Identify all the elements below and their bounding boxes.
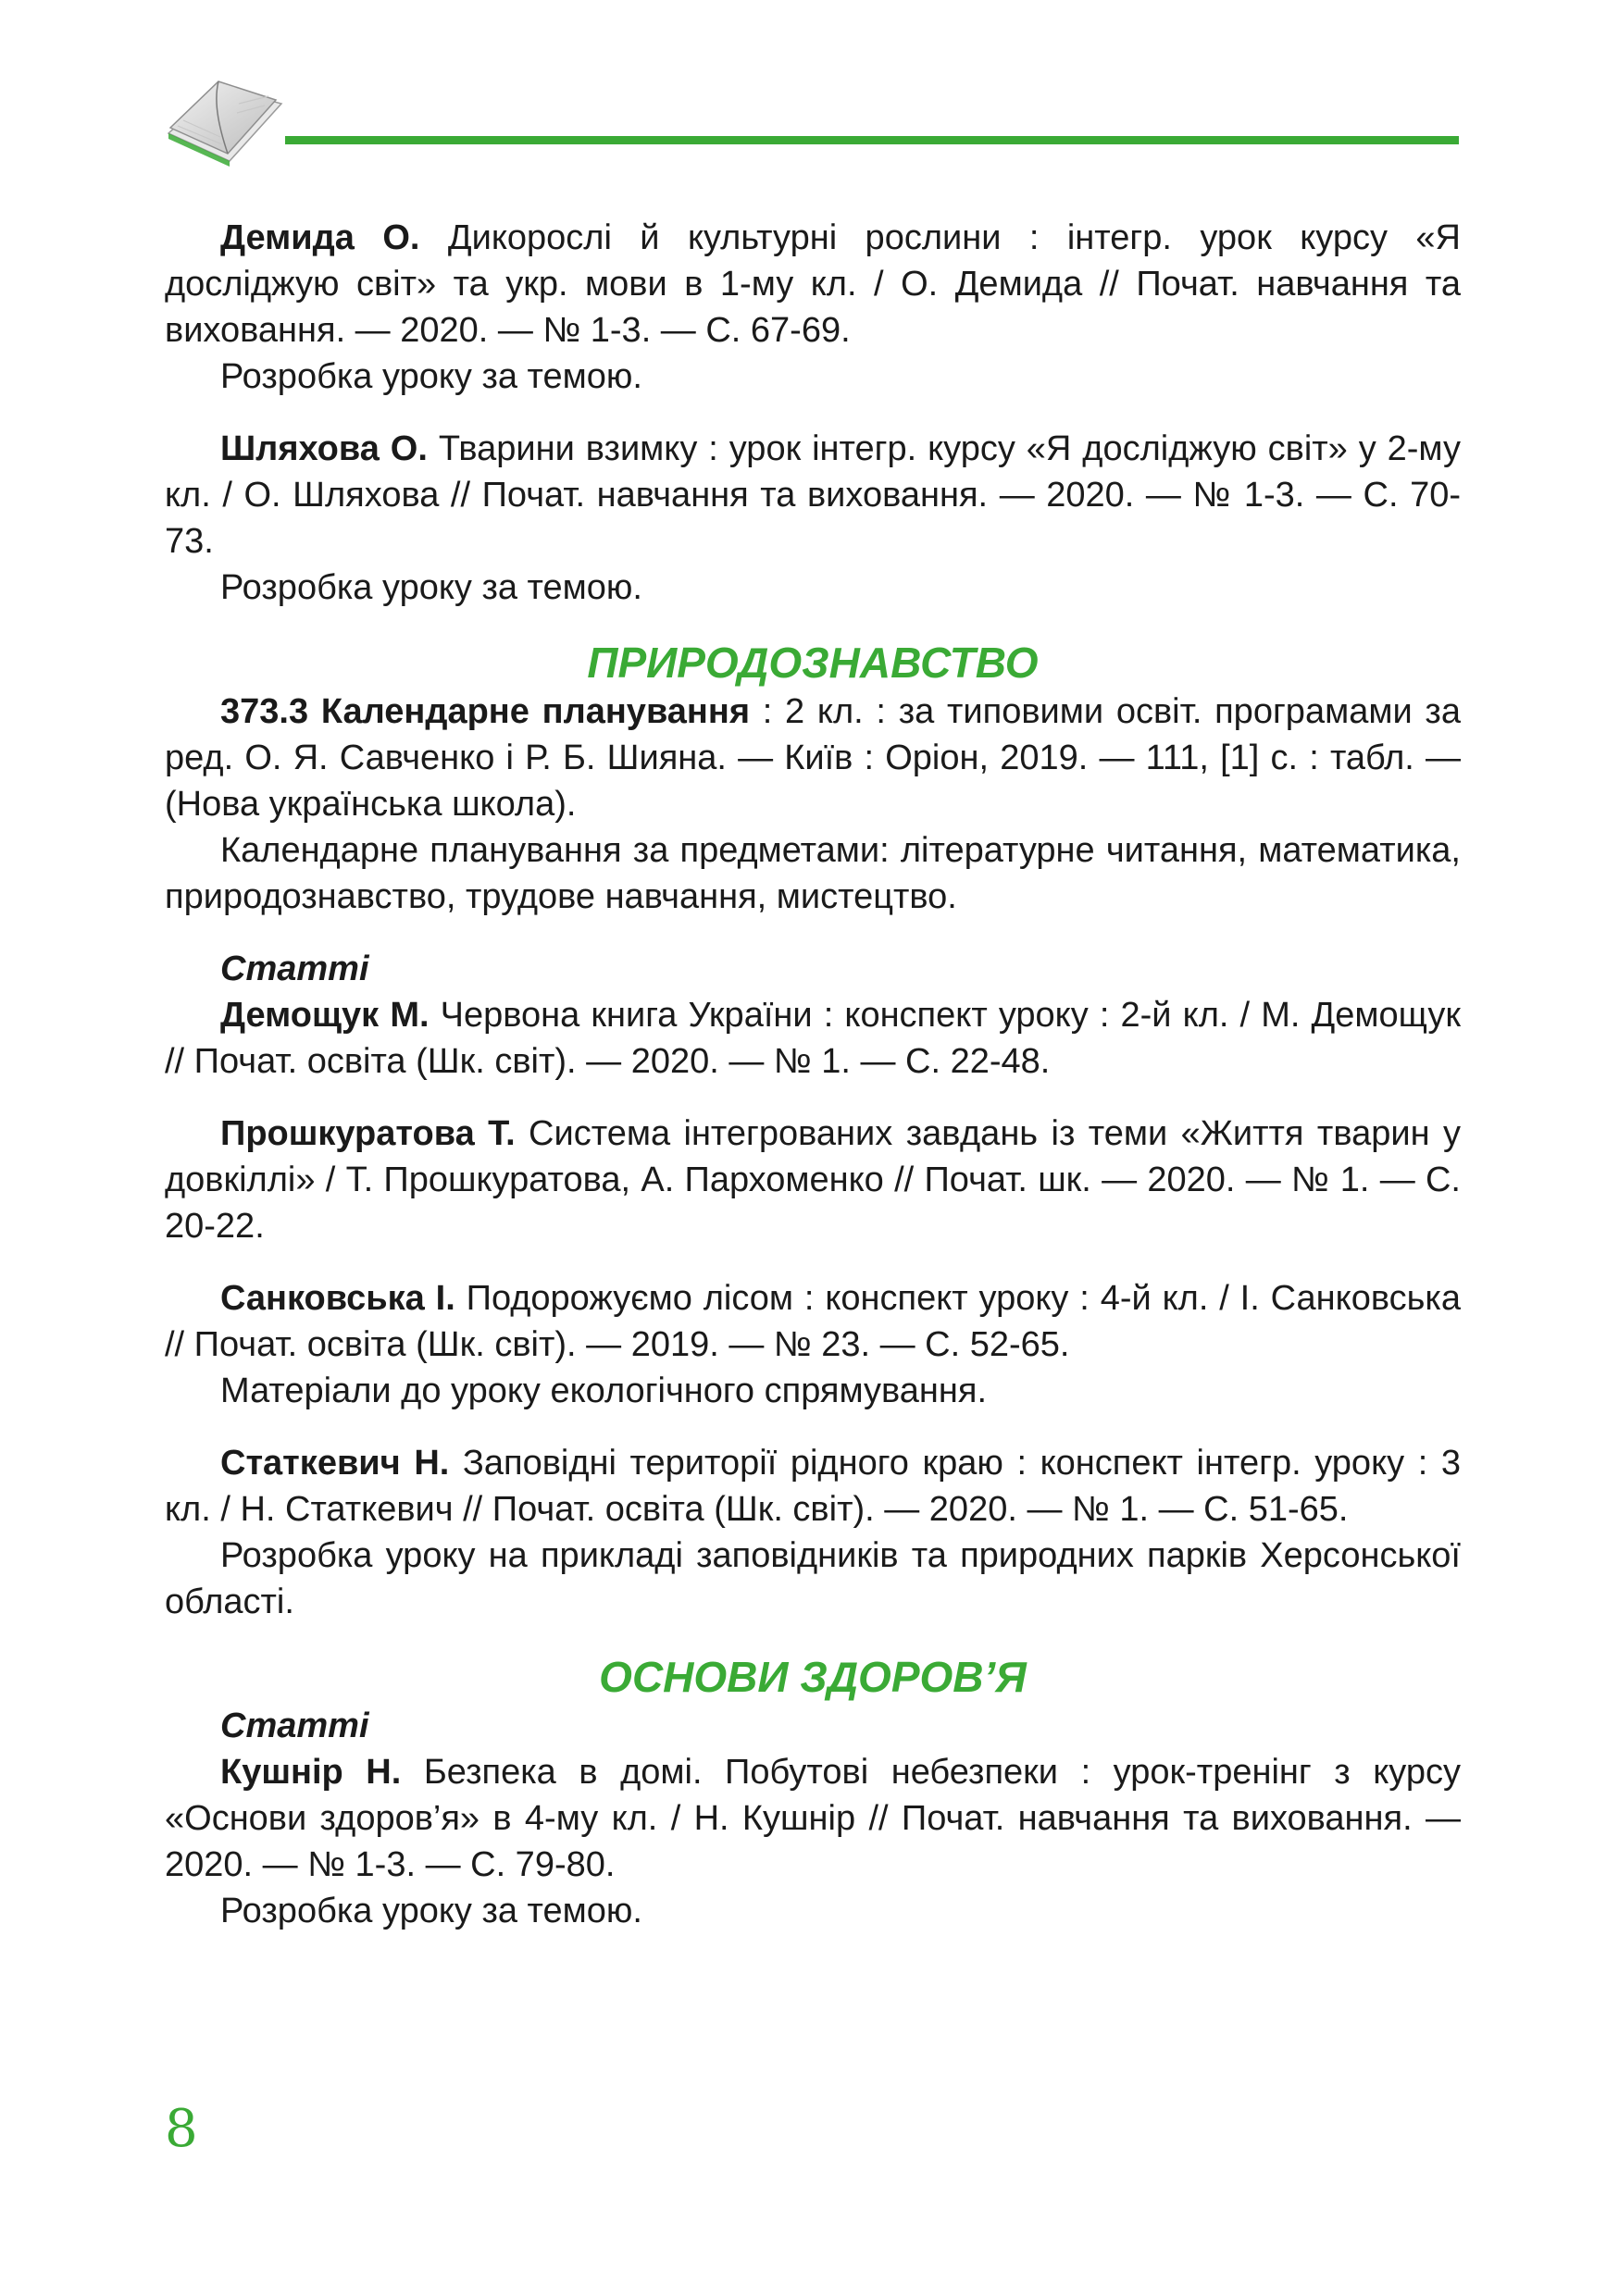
entry-text: Тварини взимку : урок інтегр. курсу «Я досліджую світ» у 2-му кл. / О. Шляхова // Почат. навчання та виховання. — 2020. — № 1-3. — С. 70-73. [165,429,1461,561]
subheading: Статті [220,949,369,988]
entry-annotation: Розробка уроку за темою. [220,568,642,607]
bib-entry [165,1275,1461,1368]
bib-entry [165,992,1461,1085]
entry-annotation: Розробка уроку за темою. [220,1892,642,1930]
section-title: ПРИРОДОЗНАВСТВО [587,639,1039,687]
entry-text: Дикорослі й культурні рослини : інтегр. урок курсу «Я досліджую світ» та укр. мови в 1-му кл. / О. Демида // Почат. навчання та виховання. — 2020. — № 1-3. — С. 67-69. [165,218,1461,350]
entry-text: Заповідні території рідного краю : конспект інтегр. уроку : 3 кл. / Н. Статкевич // Почат. освіта (Шк. світ). — 2020. — № 1. — С. 51-65. [165,1444,1461,1529]
entry-annotation: Матеріали до уроку екологічного спрямування. [220,1371,988,1410]
subheading: Статті [220,1706,369,1745]
entry-annotation: Розробка уроку на прикладі заповідників та природних парків Херсонської області. [165,1536,1461,1621]
bib-entry [165,426,1461,565]
entry-author: Прошкуратова Т. [220,1114,516,1153]
header-rule [285,136,1459,144]
entry-text: Подорожуємо лісом : конспект уроку : 4-й кл. / І. Санковська // Почат. освіта (Шк. світ). — 2019. — № 23. — С. 52-65. [165,1279,1461,1364]
open-book-icon [165,76,285,168]
entry-author: Шляхова О. [220,429,428,468]
entry-text: Безпека в домі. Побутові небезпеки : урок-тренінг з курсу «Основи здоров’я» в 4-му кл. / Н. Кушнір // Почат. навчання та виховання. — 2020. — № 1-3. — С. 79-80. [165,1753,1462,1884]
page-number: 8 [165,2099,198,2159]
entry-author: Демощук М. [220,996,430,1035]
entry-author: 373.3 Календарне планування [220,692,751,731]
entry-text: : 2 кл. : за типовими освіт. програмами за ред. О. Я. Савченко і Р. Б. Шияна. — Київ : Оріон, 2019. — 111, [1] с. : табл. — (Нова українська школа). [165,692,1461,824]
section-title: ОСНОВИ ЗДОРОВ’Я [599,1653,1027,1701]
page-content [165,215,1461,1934]
entry-annotation: Розробка уроку за темою. [220,357,642,396]
bib-entry [165,1440,1461,1533]
entry-author: Статкевич Н. [220,1444,450,1483]
bib-entry [165,1111,1461,1249]
entry-author: Кушнір Н. [220,1753,402,1792]
entry-author: Санковська І. [220,1279,455,1318]
bib-entry [165,689,1461,827]
bib-entry [165,1749,1461,1888]
bib-entry [165,215,1461,354]
entry-text: Червона книга України : конспект уроку : 2-й кл. / М. Демощук // Почат. освіта (Шк. світ). — 2020. — № 1. — С. 22-48. [165,996,1462,1081]
entry-author: Демида О. [220,218,420,257]
entry-annotation: Календарне планування за предметами: літературне читання, математика, природознавство, трудове навчання, мистецтво. [165,831,1461,916]
entry-text: Система інтегрованих завдань із теми «Життя тварин у довкіллі» / Т. Прошкуратова, А. Пархоменко // Почат. шк. — 2020. — № 1. — С. 20-22. [165,1114,1461,1246]
